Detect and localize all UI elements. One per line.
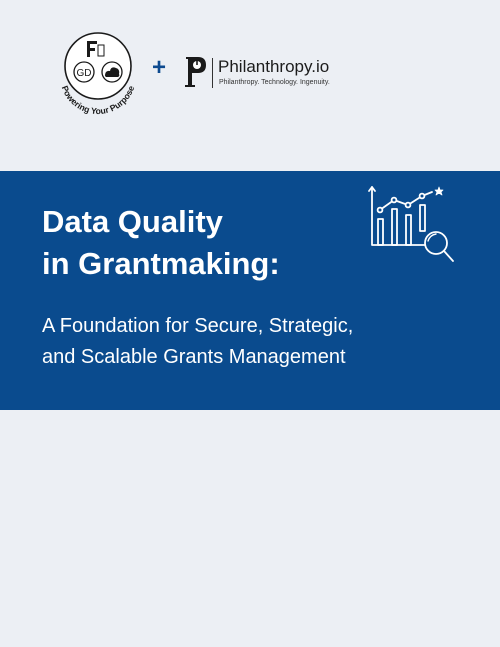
title-line-1: Data Quality xyxy=(42,204,223,239)
partner-name: Philanthropy.io xyxy=(218,57,330,76)
partner-divider xyxy=(212,58,213,88)
foundation-seal-icon xyxy=(50,26,146,122)
seal-initials: GD xyxy=(76,68,92,79)
title-line-2: in Grantmaking: xyxy=(42,246,280,281)
analytics-magnifier-icon xyxy=(366,183,458,267)
seal-ring-text: Powering Your Purpose xyxy=(59,84,137,117)
document-title xyxy=(42,201,372,285)
subtitle-line-1: A Foundation for Secure, Strategic, xyxy=(42,315,354,337)
subtitle-line-2: and Scalable Grants Management xyxy=(42,346,346,368)
logo-header xyxy=(0,0,500,130)
partner-tagline: Philanthropy. Technology. Ingenuity. xyxy=(219,79,330,86)
philanthropy-p-icon xyxy=(184,55,208,89)
partnership-plus: + xyxy=(152,54,167,81)
document-subtitle xyxy=(42,311,462,373)
